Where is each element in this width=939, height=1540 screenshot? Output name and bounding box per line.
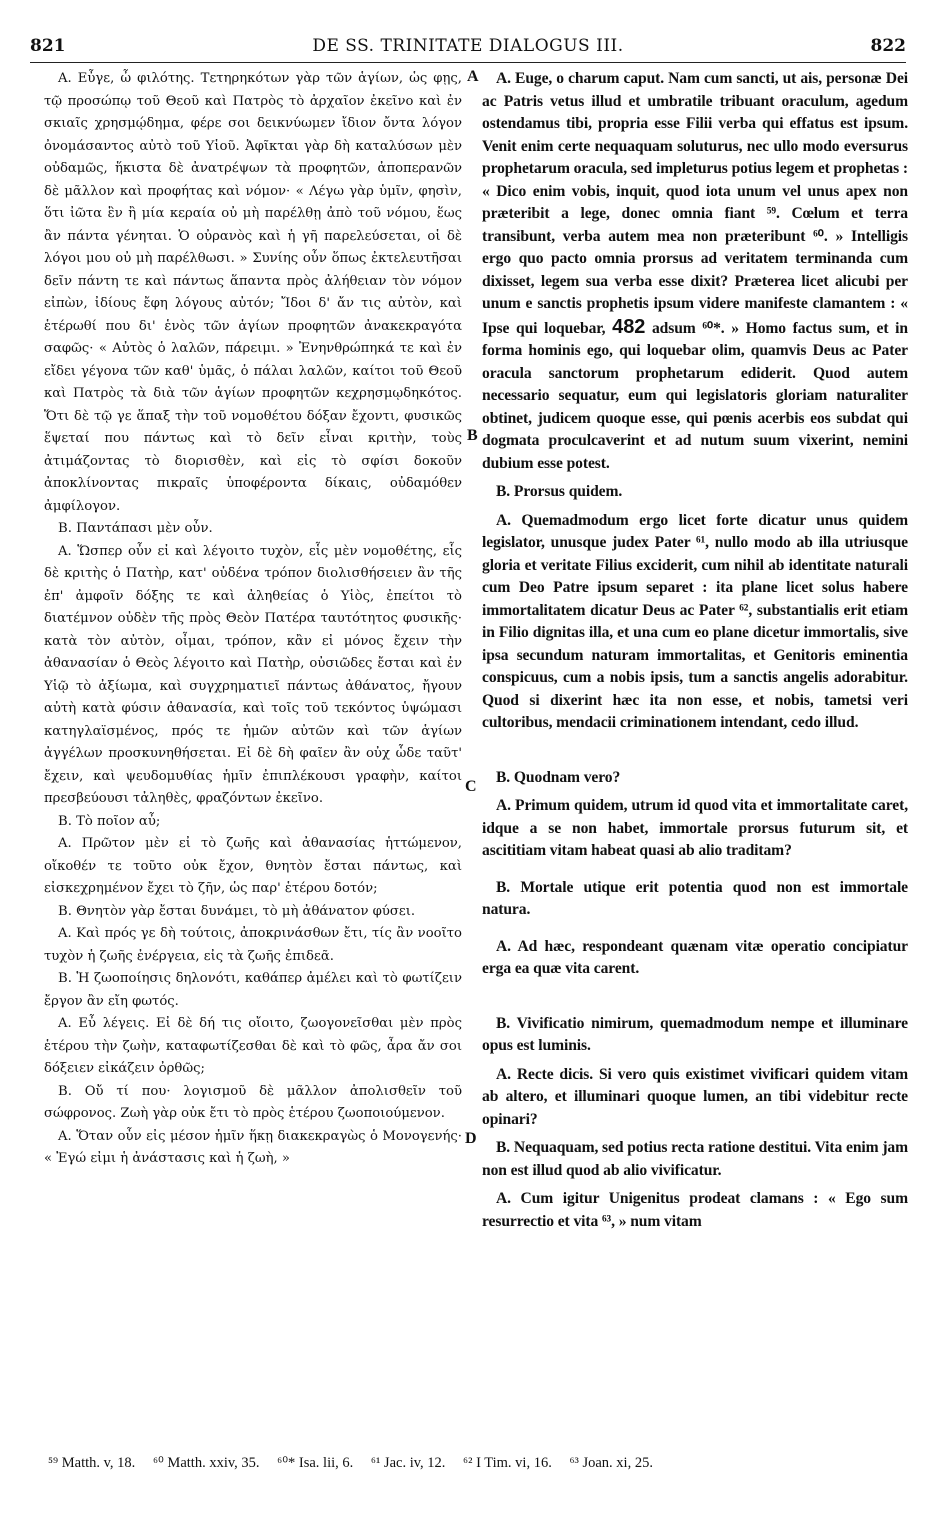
footnote: ⁶⁰ Matth. xxiv, 35. [152,1455,260,1471]
greek-paragraph: Α. Εὖγε, ὦ φιλότης. Τετηρηκότων γὰρ τῶν ἁγίων, ὡς φῃς, τῷ προσώπῳ τοῦ Θεοῦ καὶ Πατρὸς τὸ ἀρχαῖον ἐκεῖνο καὶ ἐν σκιαῖς χρησμῴδημα, φέρε σοι δεικνύωμεν ἴδιον ὄντα λόγον ὀνομάσαντος αὐτὸ τοῦ Υἱοῦ. Ἀφῖκται γὰρ δὴ καταλύσων μὲν οὐδαμῶς, ἥκιστα δὲ ἀνατρέψων τὰ προφητῶν, ἀποπερανῶν δὲ μᾶλλον καὶ προφήτας καὶ νόμον· « Λέγω γὰρ ὑμῖν, φησὶν, ὅτι ἰῶτα ἓν ἢ μία κεραία οὐ μὴ παρέλθῃ ἀπὸ τοῦ νόμου, ἕως ἂν πάντα γένηται. Ὁ οὐρανὸς καὶ ἡ γῆ παρελεύσεται, οἱ δὲ λόγοι μου οὐ μὴ παρέλθωσι. » Συνίης οὖν ὅπως ἐκτελευτῆσαι δεῖν πάντη τε καὶ πάντως ἅπαντα πρὸς ἀλήθειαν τὸν νόμον εἰπὼν, ἰδίους ἔφη λόγους αὐτόν; Ἴδοι δ' ἄν τις αὐτὸν, καὶ ἑτέρωθί που δι' ἑνὸς τῶν ἁγίων προφητῶν ἀνακεκραγότα σαφῶς· « Αὐτὸς ὁ λαλῶν, πάρειμι. » Ἐνηνθρώπηκά τε καὶ ἐν εἴδει γέγονα τῶν καθ' ὑμᾶς, ὁ πάλαι λαλῶν, καίτοι τοῦ Θεοῦ καὶ Πατρὸς τὰ διὰ τῶν ἁγίων προφητῶν κεχρησμῳδηκότος. Ὅτι δὲ τῷ γε ἅπαξ τὴν τοῦ νομοθέτου δόξαν ἔχοντι, φυσικῶς ἕψεταί που πάντως καὶ τὸ δεῖν εἶναι κριτὴν, τοὺς ἀτιμάζοντας τὸ διορισθὲν, καὶ εἰς τὸ σφίσι δοκοῦν ἀποκλίνοντας πικραῖς ὑποφέροντα δίκαις, οὐδαμόθεν ἀμφίλογον. [44,71,462,514]
latin-paragraph: A. Quemadmodum ergo licet forte dicatur unus quidem legislator, unusque judex Pater ⁶¹, nullo modo ab illa utriusque gloria et veritate Filius exciderit, cum nihil ab identitate naturali cum Deo Patre ipsum separet : ita plane licet solus habere immortalitatem dicatur Deus ac Pater ⁶², substantialis erit etiam in Filio dignitas illa, et una cum eo plane dicetur immortalis, sive ipsa secundum naturam immortalitas, et Genitoris eminentia conspicuus, cum a nobis ipsis, tum a sanctis angelis adorabitur. Quod si dixerint hæc ita non esse, et nobis, tametsi veri cultoribus, mendacii criminationem intendant, cedo illud. [482,511,908,731]
greek-paragraph: Α. Εὖ λέγεις. Εἰ δὲ δή τις οἴοιτο, ζωογονεῖσθαι μὲν πρὸς ἑτέρου τὴν ζωὴν, καταφωτίζεσθαι δὲ καὶ τὸ φῶς, ἆρα ἄν σοι δόξειεν εἰκάζειν ὀρθῶς; [44,1016,462,1076]
header-rule [30,62,906,63]
greek-paragraph: Β. Παντάπασι μὲν οὖν. [58,521,213,536]
greek-paragraph: Α. Καὶ πρός γε δὴ τούτοις, ἀποκρινάσθων ἔτι, τίς ἂν νοοῖτο τυχὸν ἡ ζωῆς ἐνέργεια, εἰς τὰ ζωῆς ἐπιδεᾶ. [44,926,462,964]
latin-paragraph: B. Prorsus quidem. [496,483,623,500]
footnotes [48,1455,908,1472]
latin-paragraph: B. Mortale utique erit potentia quod non est immortale natura. [482,878,908,918]
greek-paragraph: Β. Ἡ ζωοποίησις δηλονότι, καθάπερ ἀμέλει καὶ τὸ φωτίζειν ἔργον ἂν εἴη φωτός. [44,971,462,1009]
latin-paragraph: B. Vivificatio nimirum, quemadmodum nempe et illuminare opus est luminis. [482,1014,908,1054]
greek-paragraph: Β. Θνητὸν γὰρ ἔσται δυνάμει, τὸ μὴ ἀθάνατον φύσει. [58,903,416,919]
greek-paragraph: Α. Ὅταν οὖν εἰς μέσον ἡμῖν ἥκῃ διακεκραγὼς ὁ Μονογενής· « Ἐγώ εἰμι ἡ ἀνάστασις καὶ ἡ ζωὴ, » [44,1128,462,1166]
latin-text: adsum ⁶⁰*. » Homo factus sum, et in forma hominis ego, qui loquebar olim, quamvis Deus ac Pater oracula sanctorum prophetarum ediderit. Quod autem necessario sequatur, eum qui legislatoris gloriam naturaliter obtinet, judicem quoque esse, qui pœnis acerbis eos subdat qui dogmata proculcaverint et ad nutum suum vixerint, nemini dubium esse potest. [482,319,908,472]
greek-paragraph: Α. Πρῶτον μὲν εἰ τὸ ζωῆς καὶ ἀθανασίας ἡττώμενον, οἴκοθέν τε τοῦτο οὐκ ἔχον, θνητὸν ἔσται πάντως, καὶ εἰσκεχρημένον ἔχει τὸ ζῆν, ὡς παρ' ἑτέρου δοτόν; [44,836,462,896]
margin-letter-c: C [465,778,477,795]
greek-paragraph: Β. Οὔ τί που· λογισμοῦ δὲ μᾶλλον ἀπολισθεῖν τοῦ σώφρονος. Ζωὴ γὰρ οὐκ ἔτι τὸ πρὸς ἑτέρου ζωοποιούμενον. [44,1083,462,1121]
latin-paragraph: A. Recte dicis. Si vero quis existimet vivificari quidem vitam ab altero, et illuminari quoque lumen, an tibi videbitur recte opinari? [482,1065,908,1128]
margin-letter-a: A [467,68,479,85]
latin-text: A. Euge, o charum caput. Nam cum sancti, ut ais, personæ Dei ac Patris vetus illud et umbratile tribuant oraculum, agedum ostendamus tibi, propria esse Filii verba qui effatus est ipsum. Venit enim certe nequaquam soluturus, nec ullo modo eversurus prophetarum oracula, sed impleturus potius legem et prophetas : « Dico enim vobis, inquit, quod iota unum vel unus apex non præteribit a lege, donec omnia fiant ⁵⁹. Cœlum et terra transibunt, verba autem mea non præteribunt ⁶⁰. » Intelligis ergo quo pacto omnia prorsus ad veritatem terminanda cum dixisset, legem sua verba esse dixit? Præterea licet alicubi per unum e sanctis prophetis ipsum videre manifeste clamantem : « Ipse qui loquebar, [482,70,908,337]
latin-paragraph: B. Quodnam vero? [496,768,621,786]
footnote: ⁶¹ Jac. iv, 12. [370,1455,446,1471]
latin-paragraph: A. Cum igitur Unigenitus prodeat clamans : « Ego sum resurrectio et vita ⁶³, » num vitam [482,1190,908,1230]
margin-letter-b: B [467,427,478,444]
latin-paragraph [482,68,908,475]
greek-column [44,68,462,1171]
latin-paragraph: B. Nequaquam, sed potius recta ratione destitui. Vita enim jam non est illud quod ab alio vivificatur. [482,1139,908,1179]
footnote: ⁵⁹ Matth. v, 18. [48,1455,136,1471]
greek-paragraph: Β. Τὸ ποῖον αὖ; [58,813,161,829]
footnote: ⁶³ Joan. xi, 25. [569,1455,653,1471]
footnote: ⁶² I Tim. vi, 16. [463,1455,552,1471]
footnote: ⁶⁰* Isa. lii, 6. [277,1455,354,1471]
inline-page-number: 482 [612,315,646,338]
margin-letter-d: D [465,1130,477,1147]
latin-column [482,68,908,1233]
latin-paragraph: A. Ad hæc, respondeant quænam vitæ operatio concipiatur erga ea quæ vita carent. [482,937,908,977]
greek-paragraph: Α. Ὥσπερ οὖν εἰ καὶ λέγοιτο τυχὸν, εἷς μὲν νομοθέτης, εἷς δὲ κριτὴς ὁ Πατὴρ, κατ' οὐδένα τρόπον διολισθήσειεν ἂν τῆς ἐπ' ἀμφοῖν δόξης τε καὶ ἀληθείας ὁ Υἱὸς, ἐπείτοι τὸ διατέμνον οὐδὲν τῆς πρὸς Θεὸν Πατέρα ταυτότητος φυσικῆς· κατὰ τὸν αὐτὸν, οἶμαι, τρόπον, κἂν εἰ μόνος ἔχειν τὴν ἀθανασίαν ὁ Θεὸς λέγοιτο καὶ Πατὴρ, οὐσιῶδες ἔσται καὶ ἐν Υἱῷ τὸ ἀξίωμα, καὶ συγχρηματιεῖ πάντως ἀθάνατος, ἤγουν αὐτὴ κατὰ φύσιν ἀθανασία, καὶ τοῖς τοῦ τεκόντος ὑψώμασι κατηγλαϊσμένος, πρός τε ἡμῶν αὐτῶν καὶ τῶν ἁγίων ἀγγέλων προσκυνηθήσεται. Εἰ δὲ δὴ φαῖεν ἂν οὐχ ὧδε ταῦτ' ἔχειν, καὶ ψευδομυθίας ἡμῖν ἐπιπλέκουσι γραφὴν, καίτοι πρεσβεύουσι τἀληθὲς, φραζόντων ἐκεῖνο. [44,543,462,806]
running-title: DE SS. TRINITATE DIALOGUS III. [312,36,624,56]
page-number-right: 822 [870,36,906,56]
page-header [30,36,906,64]
latin-paragraph: A. Primum quidem, utrum id quod vita et immortalitate caret, idque a se non habet, immortale prorsus futurum sit, et ascititiam vitam habeat quasi ab alio traditam? [482,797,908,859]
page-number-left: 821 [30,36,66,56]
